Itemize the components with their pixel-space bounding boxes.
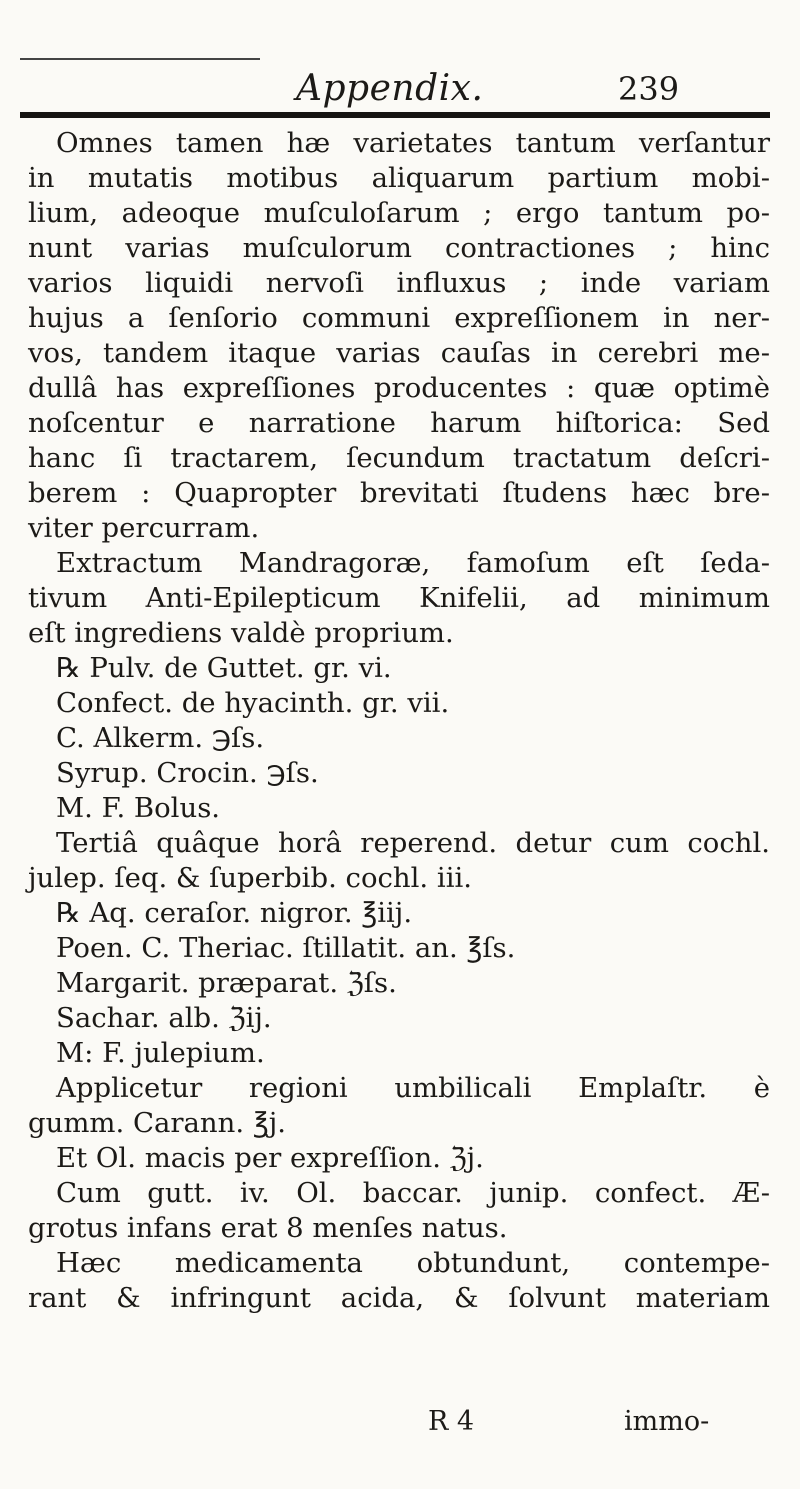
text-line: Omnes tamen hæ varietates tantum verſantur bbox=[56, 127, 770, 159]
text-line: dullâ has expreſſiones producentes : quæ optimè bbox=[28, 372, 770, 404]
text-line: Extractum Mandragoræ, famoſum eſt ſeda- bbox=[56, 547, 770, 579]
signature-mark: R 4 bbox=[428, 1406, 475, 1437]
text-line: hanc ſi tractarem, ſecundum tractatum deſcri- bbox=[28, 442, 770, 474]
text-line: nunt varias muſculorum contractiones ; hinc bbox=[28, 232, 770, 264]
catchword: immo- bbox=[624, 1406, 710, 1437]
text-line: julep. ſeq. & ſuperbib. cochl. iii. bbox=[28, 862, 473, 894]
text-line: Cum gutt. iv. Ol. baccar. junip. confect. Æ- bbox=[56, 1177, 770, 1209]
recipe-line: M. F. Bolus. bbox=[56, 792, 221, 824]
text-line: noſcentur e narratione harum hiſtorica: Sed bbox=[28, 407, 770, 439]
text-line: rant & infringunt acida, & ſolvunt materiam bbox=[28, 1282, 770, 1314]
recipe-line: Sachar. alb. ℨij. bbox=[56, 1002, 272, 1034]
recipe-line: C. Alkerm. ℈ſs. bbox=[56, 722, 265, 754]
recipe-line: Confect. de hyacinth. gr. vii. bbox=[56, 687, 450, 719]
text-line: varios liquidi nervoſi influxus ; inde variam bbox=[28, 267, 770, 299]
recipe-line: Poen. C. Theriac. ſtillatit. an. ℥ſs. bbox=[56, 932, 516, 964]
text-line: tivum Anti-Epilepticum Knifelii, ad minimum bbox=[28, 582, 770, 614]
header-title: Appendix. bbox=[296, 68, 484, 109]
text-line: hujus a ſenſorio communi expreſſionem in ner- bbox=[28, 302, 770, 334]
text-line: in mutatis motibus aliquarum partium mobi- bbox=[28, 162, 770, 194]
text-line: eſt ingrediens valdè proprium. bbox=[28, 617, 454, 649]
recipe-line: Syrup. Crocin. ℈ſs. bbox=[56, 757, 319, 789]
top-edge-rule bbox=[20, 58, 260, 60]
text-line: Tertiâ quâque horâ reperend. detur cum cochl. bbox=[56, 827, 770, 859]
header-rule bbox=[20, 112, 770, 118]
page-number: 239 bbox=[618, 70, 680, 108]
text-line: viter percurram. bbox=[28, 512, 260, 544]
text-line: vos, tandem itaque varias cauſas in cerebri me- bbox=[28, 337, 770, 369]
recipe-line: ℞ Aq. ceraſor. nigror. ℥iij. bbox=[56, 897, 413, 929]
text-line: Et Ol. macis per expreſſion. ℨj. bbox=[56, 1142, 484, 1174]
recipe-line: ℞ Pulv. de Guttet. gr. vi. bbox=[56, 652, 392, 684]
text-line: grotus infans erat 8 menſes natus. bbox=[28, 1212, 508, 1244]
recipe-line: M: F. julepium. bbox=[56, 1037, 265, 1069]
text-line: gumm. Carann. ℥j. bbox=[28, 1107, 286, 1139]
text-line: Applicetur regioni umbilicali Emplaſtr. è bbox=[56, 1072, 770, 1104]
text-line: lium, adeoque muſculoſarum ; ergo tantum po- bbox=[28, 197, 770, 229]
text-line: berem : Quapropter brevitati ſtudens hæc bre- bbox=[28, 477, 770, 509]
text-line: Hæc medicamenta obtundunt, contempe- bbox=[56, 1247, 770, 1279]
recipe-line: Margarit. præparat. ℨſs. bbox=[56, 967, 397, 999]
